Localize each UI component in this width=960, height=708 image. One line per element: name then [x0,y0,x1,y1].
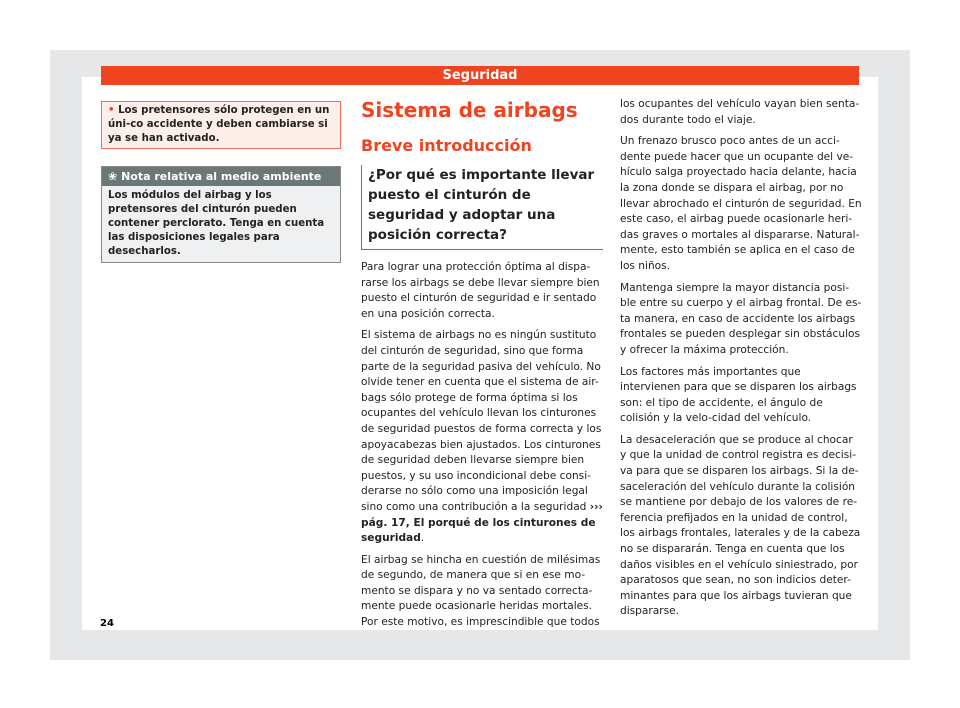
question-heading: ¿Por qué es importante llevar puesto el cinturón de seguridad y adoptar una posición correcta? [361,165,603,250]
paragraph-text: El sistema de airbags no es ningún sustituto del cinturón de seguridad, sino que forma parte de la seguridad pasiva del vehículo. No olvide tener en cuenta que el sistema de air-bags sólo protege de forma óptima si los ocupantes del vehículo llevan los cinturones de seguridad puestos de forma correcta y los apoyacabezas bien ajustados. Los cinturones de seguridad deben llevarse siempre bien puestos, y su uso incondicional debe consi-derarse no sólo como una imposición legal sino como una contribución a la seguridad [361,329,602,513]
bullet-icon: • [108,105,115,116]
column-right [620,97,862,626]
section-subtitle: Breve introducción [361,136,532,155]
note-title-text: Nota relativa al medio ambiente [121,170,322,183]
paragraph: Mantenga siempre la mayor distancia posi-ble entre su cuerpo y el airbag frontal. De es-ta manera, en caso de accidente los airbags frontales se pueden desplegar sin obstáculos y ofrecer la máxima protección. [620,281,862,356]
paragraph: Para lograr una protección óptima al dispa-rarse los airbags se debe llevar siempre bien puesto el cinturón de seguridad e ir sentado en una posición correcta. [361,261,600,320]
paragraph: La desaceleración que se produce al chocar y que la unidad de control registra es decisi-va para que se disparen los airbags. Si la de-saceleración del vehículo durante la colisión se mantiene por debajo de los valores de re-ferencia prefijados en la unidad de control, los airbags frontales, laterales y de la cabeza no se dispararán. Tenga en cuenta que los daños visibles en el vehículo siniestrado, por aparatosos que sean, no son indicios deter-minantes para que los airbags tuvieran que dispararse. [620,433,861,618]
cross-reference-link[interactable]: ››› pág. 17, El porqué de los cinturones de seguridad [361,500,603,545]
warning-text: Los pretensores sólo protegen en un úni-co accidente y deben cambiarse si ya se han activado. [108,105,330,144]
page-number: 24 [100,618,114,629]
section-header: Seguridad [101,66,859,85]
paragraph: los ocupantes del vehículo vayan bien senta-dos durante todo el viaje. [620,98,860,126]
page-title: Sistema de airbags [361,98,578,122]
column-middle [361,98,603,637]
paragraph: Un frenazo brusco poco antes de un acci-dente puede hacer que un ocupante del ve-hículo salga proyectado hacia delante, hacia la zona donde se dispara el airbag, por no llevar abrochado el cinturón de seguridad. En este caso, el airbag puede ocasionarle heri-das graves o mortales al dispararse. Natural-mente, esto también se aplica en el caso de los niños. [620,135,862,272]
environment-note-title [102,167,340,186]
warning-box [101,101,341,149]
paragraph: El sistema de airbags no es ningún sustituto del cinturón de seguridad, sino que forma parte de la seguridad pasiva del vehículo. No olvide tener en cuenta que el sistema de air-bags sólo protege de forma óptima si los ocupantes del vehículo llevan los cinturones de seguridad puestos de forma correcta y los apoyacabezas bien ajustados. Los cinturones de seguridad deben llevarse siempre bien puestos, y su uso incondicional debe consi-derarse no sólo como una imposición legal sino como una contribución a la seguridad ››› pág. 17, El porqué de los cinturones de seguridad. [361,329,603,545]
environment-note [101,166,341,263]
paragraph: Los factores más importantes que intervienen para que se disparen los airbags son: el tipo de accidente, el ángulo de colisión y la velo-cidad del vehículo. [620,365,857,425]
paragraph: El airbag se hincha en cuestión de milésimas de segundo, de manera que si en ese mo-mento se dispara y no va sentado correcta-mente puede ocasionarle heridas mortales. Por este motivo, es imprescindible que todos [361,553,601,629]
environment-note-body: Los módulos del airbag y los pretensores del cinturón pueden contener perclorato. Tenga en cuenta las disposiciones legales para desecharlos. [108,190,325,257]
flower-icon: ❀ [108,170,118,183]
